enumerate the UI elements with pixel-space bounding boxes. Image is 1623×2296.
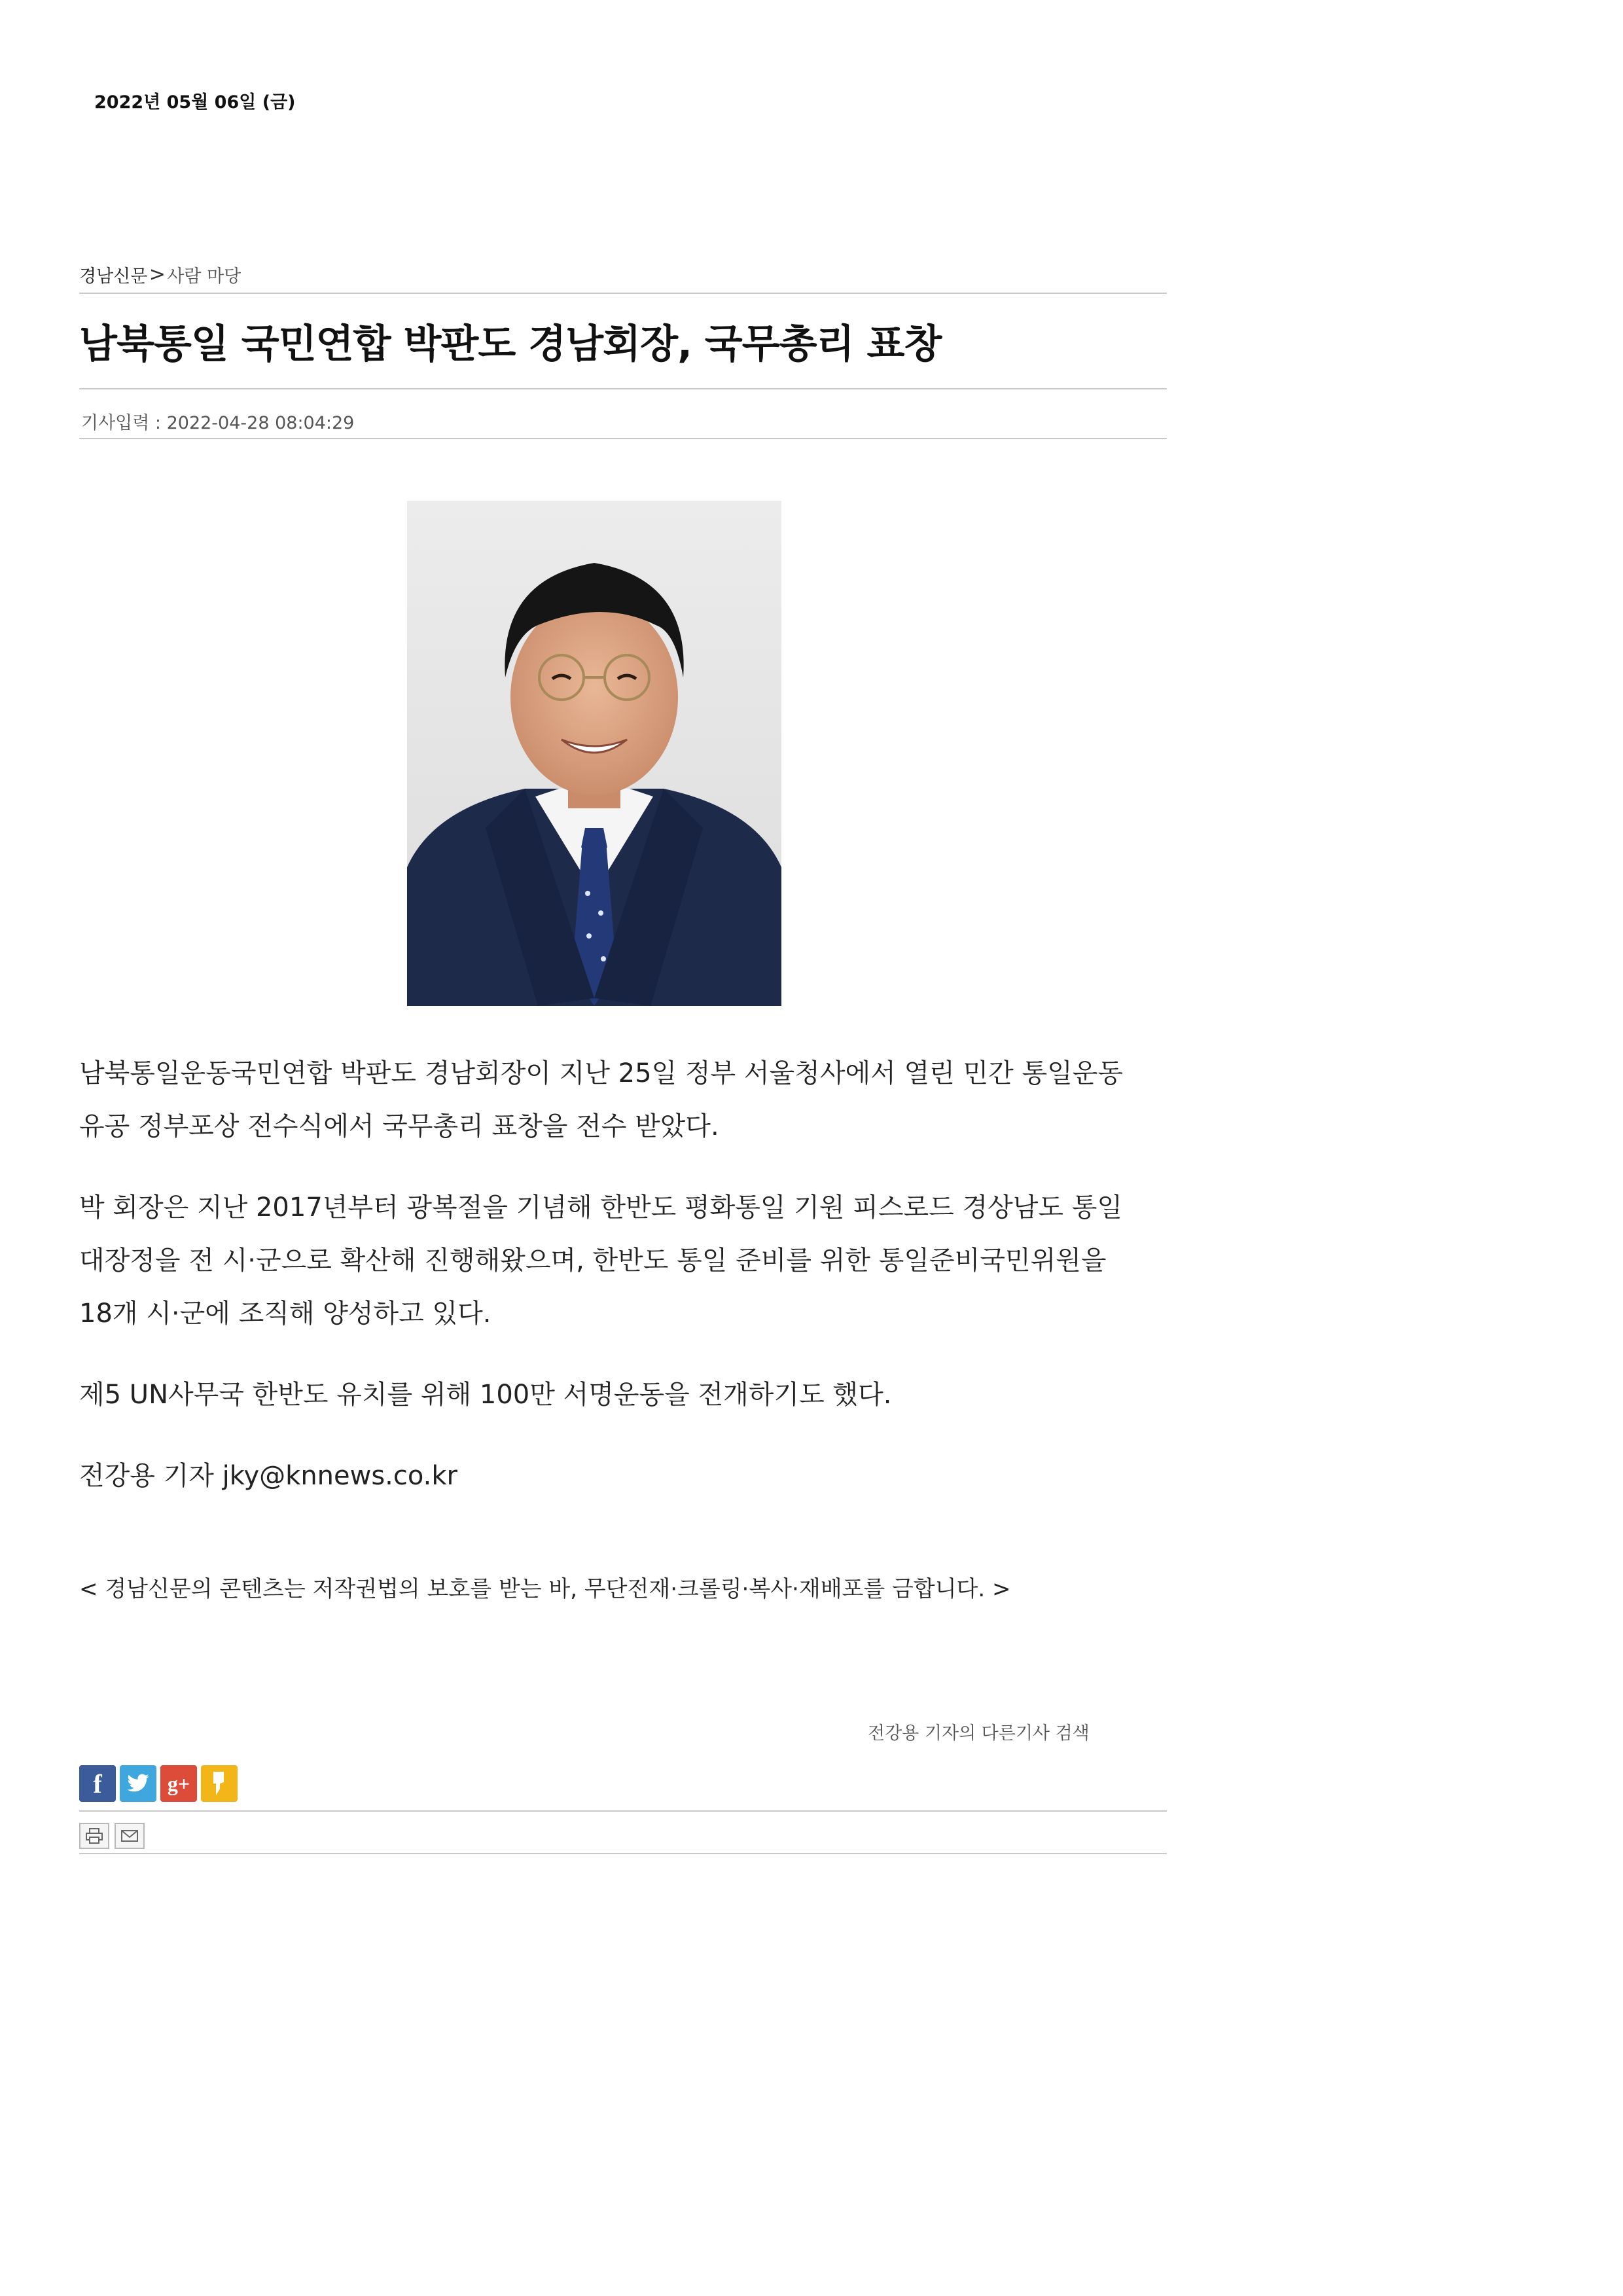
divider — [79, 438, 1167, 439]
print-icon — [84, 1827, 104, 1844]
article-tools — [79, 1823, 145, 1849]
divider — [79, 1810, 1167, 1812]
article-byline: 전강용 기자 jky@knnews.co.kr — [79, 1461, 457, 1491]
googleplus-icon: g+ — [167, 1771, 190, 1795]
article-input-time: 기사입력 : 2022-04-28 08:04:29 — [81, 413, 355, 433]
article-body — [79, 1047, 1126, 1531]
breadcrumb-site-link[interactable]: 경남신문 — [79, 266, 148, 287]
googleplus-share-button[interactable] — [160, 1765, 197, 1802]
print-button[interactable] — [79, 1823, 109, 1849]
article-photo — [407, 501, 781, 1006]
article-paragraph: 박 회장은 지난 2017년부터 광복절을 기념해 한반도 평화통일 기원 피스로드 경상남도 통일대장정을 전 시·군으로 확산해 진행해왔으며, 한반도 통일 준비를 위한 통일준비국민위원을 18개 시·군에 조직해 양성하고 있다. — [79, 1193, 1123, 1329]
breadcrumb-section-link[interactable]: 사람 마당 — [167, 266, 241, 287]
twitter-icon — [126, 1774, 150, 1793]
divider — [79, 388, 1167, 389]
email-button[interactable] — [115, 1823, 145, 1849]
article-paragraph: 제5 UN사무국 한반도 유치를 위해 100만 서명운동을 전개하기도 했다. — [79, 1380, 892, 1410]
email-icon — [120, 1828, 139, 1844]
divider — [79, 1853, 1167, 1854]
edition-date: 2022년 05월 06일 (금) — [94, 92, 296, 113]
facebook-share-button[interactable] — [79, 1765, 116, 1802]
more-articles-link[interactable]: 전강용 기자의 다른기사 검색 — [868, 1723, 1090, 1744]
article-paragraph: 남북통일운동국민연합 박판도 경남회장이 지난 25일 정부 서울청사에서 열린 민간 통일운동 유공 정부포상 전수식에서 국무총리 표창을 전수 받았다. — [79, 1058, 1124, 1141]
copyright-notice: < 경남신문의 콘텐츠는 저작권법의 보호를 받는 바, 무단전재·크롤링·복사·재배포를 금합니다. > — [79, 1576, 1011, 1602]
breadcrumb — [79, 262, 241, 287]
divider — [79, 293, 1167, 294]
article-title: 남북통일 국민연합 박판도 경남회장, 국무총리 표창 — [79, 321, 942, 367]
share-buttons — [79, 1765, 238, 1802]
kakaostory-icon — [209, 1770, 229, 1797]
kakaostory-share-button[interactable] — [201, 1765, 238, 1802]
chevron-right-icon: > — [149, 263, 166, 286]
twitter-share-button[interactable] — [120, 1765, 156, 1802]
facebook-icon: f — [93, 1768, 102, 1799]
